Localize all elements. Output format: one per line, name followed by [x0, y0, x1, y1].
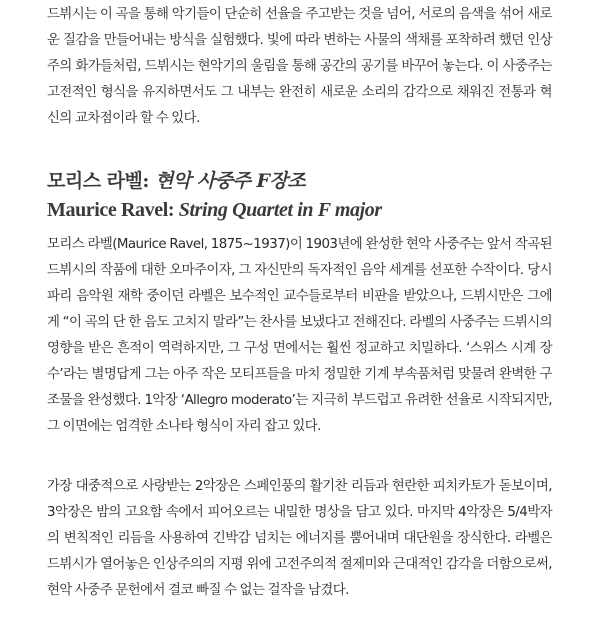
- heading-korean-work: 현악 사중주 F장조: [155, 170, 306, 192]
- section-heading-english: [47, 199, 552, 222]
- heading-english-composer: Maurice Ravel:: [47, 199, 179, 221]
- intro-paragraph: 드뷔시는 이 곡을 통해 악기들이 단순히 선율을 주고받는 것을 넘어, 서로의 음색을 섞어 새로운 질감을 만들어내는 방식을 실험했다. 빛에 따라 변하는 사물의 색채를 포착하려 했던 인상주의 화가들처럼, 드뷔시는 현악기의 울림을 통해 공간의 공기를 바꾸어 놓는다. 이 사중주는 고전적인 형식을 유지하면서도 그 내부는 완전히 새로운 소리의 감각으로 채워진 전통과 혁신의 교차점이라 할 수 있다.: [47, 7, 552, 126]
- heading-english-work: String Quartet in F major: [178, 199, 382, 221]
- heading-korean-composer: 모리스 라벨:: [47, 170, 156, 192]
- ravel-paragraph-2: 가장 대중적으로 사랑받는 2악장은 스페인풍의 활기찬 리듬과 현란한 피치카토가 돋보이며, 3악장은 밤의 고요함 속에서 피어오르는 내밀한 명상을 담고 있다. 마지막 4악장은 5/4박자의 변칙적인 리듬을 사용하여 긴박감 넘치는 에너지를 뿜어내며 대단원을 장식한다. 라벨은 드뷔시가 열어놓은 인상주의의 지평 위에 고전주의적 절제미와 근대적인 감각을 더함으로써, 현악 사중주 문헌에서 결코 빠질 수 없는 걸작을 남겼다.: [47, 479, 552, 598]
- ravel-paragraph-1: 모리스 라벨(Maurice Ravel, 1875~1937)이 1903년에 완성한 현악 사중주는 앞서 작곡된 드뷔시의 작품에 대한 오마주이자, 그 자신만의 독자적인 음악 세계를 선포한 수작이다. 당시 파리 음악원 재학 중이던 라벨은 보수적인 교수들로부터 비판을 받았으나, 드뷔시만은 그에게 “이 곡의 단 한 음도 고치지 말라”는 찬사를 보냈다고 전해진다. 라벨의 사중주는 드뷔시의 영향을 받은 흔적이 역력하지만, 그 구성 면에서는 훨씬 정교하고 치밀하다. ‘스위스 시계 장수’라는 별명답게 그는 아주 작은 모티프들을 마치 정밀한 기계 부속품처럼 맞물려 완벽한 구조물을 완성했다. 1악장 ‘Allegro moderato’는 지극히 부드럽고 유려한 선율로 시작되지만, 그 이면에는 엄격한 소나타 형식이 자리 잡고 있다.: [47, 237, 552, 434]
- section-heading-korean: [47, 166, 552, 193]
